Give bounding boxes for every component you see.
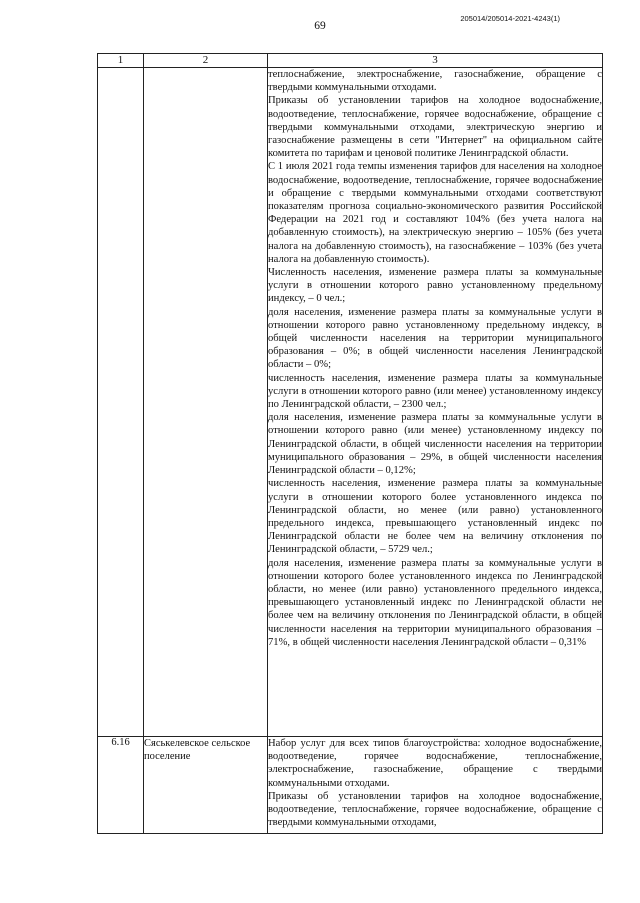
municipality-name: Сяськелевское сельское поселение <box>144 737 268 834</box>
table-header-row <box>98 54 603 68</box>
paragraph: Приказы об установлении тарифов на холодное водоснабжение, водоотведение, теплоснабжение, горячее водоснабжение, обращение с твердыми коммунальными отходами, электрическую энергию и газоснабжение размещены в сети "Интернет" на официальном сайте комитета по тарифам и ценовой политике Ленинградской области. <box>268 95 602 160</box>
tariff-table <box>97 53 603 834</box>
municipality-name <box>144 68 268 737</box>
paragraph: Численность населения, изменение размера платы за коммунальные услуги в отношении которого равно установленному предельному индексу, – 0 чел.; <box>268 267 602 305</box>
paragraph: численность населения, изменение размера платы за коммунальные услуги в отношении которого равно (или менее) установленному индексу по Ленинградской области, – 2300 чел.; <box>268 372 602 411</box>
row-content <box>268 737 603 834</box>
paragraph: доля населения, изменение размера платы за коммунальные услуги в отношении которого равно (или менее) установленному индексу по Ленинградской области, в общей численности населения на территории муниципального образования – 29%, в общей численности населения Ленинградской области – 0,12%; <box>268 412 602 477</box>
paragraph: доля населения, изменение размера платы за коммунальные услуги в отношении которого равно установленному предельному индексу, в общей численности населения на территории муниципального образования – 0%; в общей численности населения Ленинградской области – 0%; <box>268 306 602 371</box>
row-number <box>98 68 144 737</box>
table-row <box>98 737 603 834</box>
paragraph: теплоснабжение, электроснабжение, газоснабжение, обращение с твердыми коммунальными отходами. <box>268 69 602 94</box>
page-number: 69 <box>314 20 326 32</box>
column-header-1: 1 <box>98 54 144 68</box>
column-header-3: 3 <box>268 54 603 68</box>
paragraph: Приказы об установлении тарифов на холодное водоснабжение, водоотведение, теплоснабжение, горячее водоснабжение, обращение с твердыми коммунальными отходами, <box>268 790 602 829</box>
table-row <box>98 68 603 737</box>
paragraph: численность населения, изменение размера платы за коммунальные услуги в отношении которого более установленного индекса по Ленинградской области, но менее (или равно) установленного предельного индекса, превышающего установленный индекс по Ленинградской области не более чем на величину отклонения по Ленинградской области, – 5729 чел.; <box>268 478 602 556</box>
paragraph: С 1 июля 2021 года темпы изменения тарифов для населения на холодное водоснабжение, водоотведение, теплоснабжение, горячее водоснабжение и обращение с твердыми коммунальными отходами соответствуют показателям прогноза социально-экономического развития Российской Федерации на 2021 год и составляют 104% (без учета налога на добавленную стоимость), на электрическую энергию – 105% (без учета налога на добавленную стоимость), на газоснабжение – 103% (без учета налога на добавленную стоимость). <box>268 161 602 265</box>
row-number: 6.16 <box>98 737 144 834</box>
document-code: 205014/205014-2021-4243(1) <box>460 14 560 23</box>
paragraph: Набор услуг для всех типов благоустройства: холодное водоснабжение, водоотведение, горячее водоснабжение, теплоснабжение, электроснабжение, газоснабжение, обращение с твердыми коммунальными отходами. <box>268 738 602 789</box>
paragraph: доля населения, изменение размера платы за коммунальные услуги в отношении которого более установленного индекса по Ленинградской области, но менее (или равно) установленного предельного индекса, превышающего установленный индекс по Ленинградской области не более чем на величину отклонения по Ленинградской области, в общей численности населения на территории муниципального образования – 71%, в общей численности населения Ленинградской области – 0,31% <box>268 557 602 648</box>
row-content <box>268 68 603 737</box>
column-header-2: 2 <box>144 54 268 68</box>
